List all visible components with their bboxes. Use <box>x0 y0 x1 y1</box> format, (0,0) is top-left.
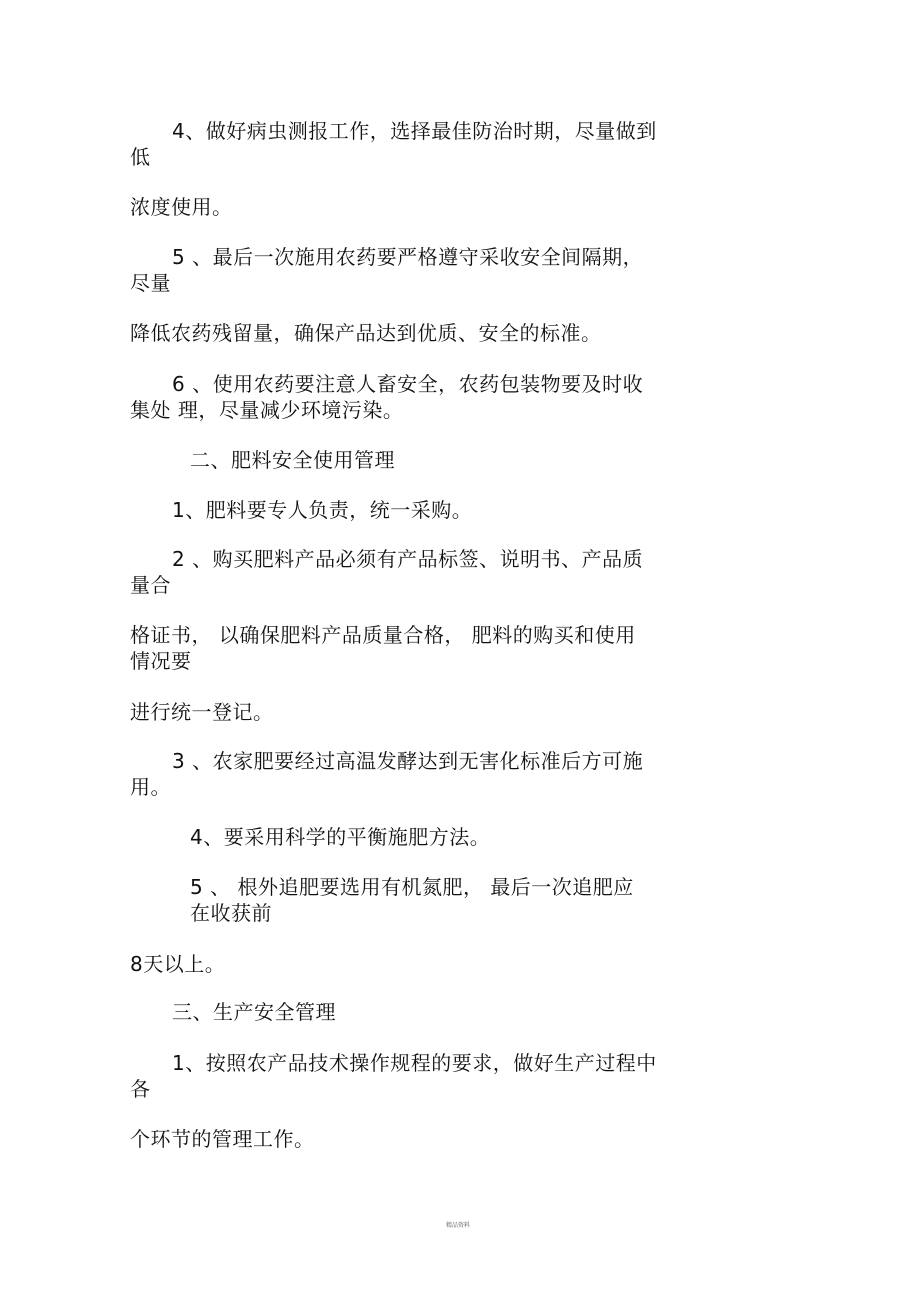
footer-watermark: 精品资料 <box>446 1222 471 1229</box>
section-heading: 二、肥料安全使用管理 <box>190 448 395 472</box>
paragraph-line: 5 、 根外追肥要选用有机氮肥， 最后一次追肥应 <box>190 875 634 899</box>
paragraph-line: 用。 <box>130 775 171 799</box>
paragraph-line: 3 、农家肥要经过高温发酵达到无害化标准后方可施 <box>172 749 644 773</box>
paragraph-line: 尽量 <box>130 271 171 295</box>
paragraph-line: 4、做好病虫测报工作，选择最佳防治时期，尽量做到 <box>172 119 657 143</box>
paragraph-line: 各 <box>130 1077 151 1101</box>
paragraph-line: 格证书， 以确保肥料产品质量合格， 肥料的购买和使用 <box>130 623 636 647</box>
paragraph-line: 6 、使用农药要注意人畜安全，农药包装物要及时收 <box>172 372 644 396</box>
paragraph-line: 5 、最后一次施用农药要严格遵守采收安全间隔期， <box>172 245 644 269</box>
paragraph-line: 降低农药残留量，确保产品达到优质、安全的标准。 <box>130 321 602 345</box>
paragraph-line: 个环节的管理工作。 <box>130 1127 315 1151</box>
paragraph-line: 低 <box>130 145 151 169</box>
section-heading: 三、生产安全管理 <box>172 1000 336 1024</box>
paragraph-line: 浓度使用。 <box>130 195 233 219</box>
paragraph-line: 4、要采用科学的平衡施肥方法。 <box>190 825 491 849</box>
paragraph-line: 2 、购买肥料产品必须有产品标签、说明书、产品质 <box>172 547 644 571</box>
paragraph-line: 在收获前 <box>190 901 272 925</box>
paragraph-line: 进行统一登记。 <box>130 700 274 724</box>
paragraph-line: 集处 理，尽量减少环境污染。 <box>130 398 404 422</box>
paragraph-line: 8天以上。 <box>130 952 226 976</box>
paragraph-line: 1、肥料要专人负责，统一采购。 <box>172 498 473 522</box>
paragraph-line: 量合 <box>130 573 171 597</box>
paragraph-line: 1、按照农产品技术操作规程的要求，做好生产过程中 <box>172 1051 657 1075</box>
paragraph-line: 情况要 <box>130 649 192 673</box>
